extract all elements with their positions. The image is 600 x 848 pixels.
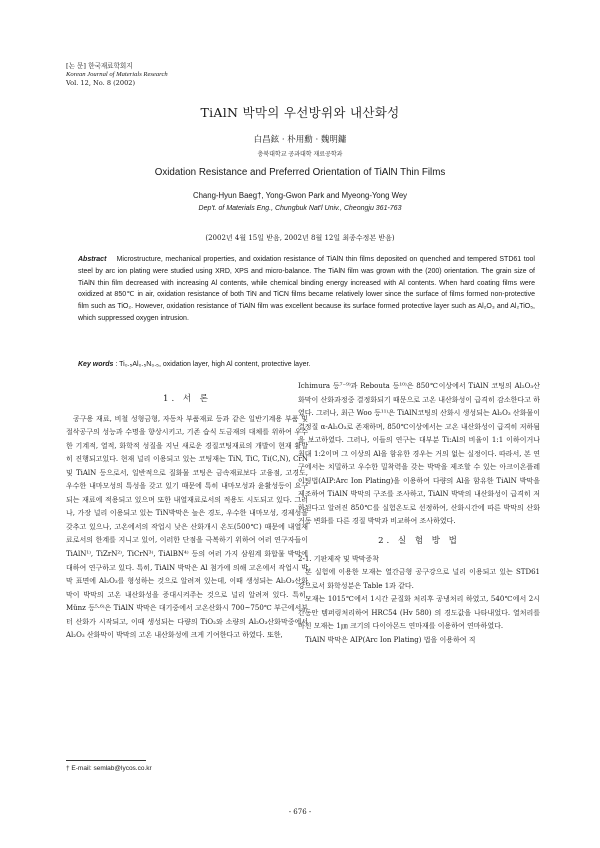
paper-title-ko: TiAlN 박막의 우선방위와 내산화성 xyxy=(200,105,400,120)
journal-volume: Vol. 12, No. 8 (2002) xyxy=(66,79,136,88)
affiliation-en: Dep't. of Materials Eng., Chungbuk Nat'l Univ., Cheongju 361-763 xyxy=(198,205,402,212)
abstract-text: Microstructure, mechanical properties, and oxidation resistance of TiAlN thin films deposited on quenched and tempered STD61 tool steel by arc ion plating were studied using XRD, XPS and micro-balance. The TiAlN film was grown with the (200) orientation. The grain size of TiAlN thin film decreased with increasing Al contents, while chemical binding energy increased with Al contents. When hard coating films were oxidized at 850℃ in air, oxidation resistance of both TiN and TiCN films became relatively lower since the surface of films formed non-protective film such as TiO₂. However, oxidation resistance of TiAlN film was excellent because its surface formed protective layer such as Al₂O₃ and Al₂TiO₅, which suppressed oxygen intrusion. xyxy=(78,256,535,322)
abstract-label: Abstract xyxy=(78,256,107,263)
footnote-divider xyxy=(66,760,146,761)
keywords-text: : Ti₀.₅Al₀.₅N₀.₅, oxidation layer, high Al content, protective layer. xyxy=(115,361,311,368)
method-heading: 2. 실 험 방 법 xyxy=(378,536,460,547)
journal-name-en: Korean Journal of Materials Research xyxy=(66,71,168,79)
authors-ko: 白昌鉉 · 朴用勳 · 魏明鏞 xyxy=(253,135,347,145)
intro-paragraph-continued: Ichimura 등⁷⁻⁹⁾과 Rebouta 등¹⁰⁾은 850℃이상에서 TiAlN 코팅의 Al₂O₃산화막이 산화과정중 결정화되기 때문으로 고온 내산화성이 급격히 감소한다고 하였다. 그러나, 최근 Woo 등¹¹⁾은 TiAlN코팅의 산화시 생성되는 Al₂O₃ 산화물이 결정질 α-Al₂O₃로 존재하며, 850℃이상에서는 고온 내산화성이 급격히 저하됨을 보고하였다. 그러나, 이들의 연구는 대부분 Ti:Al의 비율이 1:1 이하이거나 최대 1:2이며 그 이상의 Al을 함유한 경우는 거의 없는 실정이다. 따라서, 본 연구에서는 치밀하고 우수한 밀착력을 갖는 박막을 제조할 수 있는 아크이온플레이팅법(AIP:Arc Ion Plating)을 이용하여 다량의 Al을 함유한 TiAlN 박막을 제조하여 TiAlN 박막의 구조를 조사하고, TiAlN 박막의 내산화성이 급격히 저하된다고 알려진 850℃를 실험온도로 선정하여, 산화시간에 따른 박막의 산화거동 변화를 다른 경질 박막과 비교하여 조사하였다. xyxy=(298,382,540,526)
journal-name-ko: [논 문] 한국재료학회지 xyxy=(66,62,133,70)
paper-title-en: Oxidation Resistance and Preferred Orientation of TiAlN Thin Films xyxy=(154,167,446,178)
page-number: - 676 - xyxy=(288,808,312,816)
authors-en: Chang-Hyun Baeg†, Yong-Gwon Park and Myeong-Yong Wey xyxy=(192,191,408,200)
method-paragraph: TiAlN 박막은 AIP(Arc Ion Plating) 법을 이용하여 직 xyxy=(305,635,476,644)
keywords xyxy=(78,361,535,368)
left-column xyxy=(66,393,308,643)
affiliation-ko: 충북대학교 공과대학 재료공학과 xyxy=(257,151,343,158)
journal-header xyxy=(66,62,168,88)
keywords-label: Key words xyxy=(78,361,114,368)
intro-paragraph: 공구용 재료, 비철 성형금형, 자동차 부품재료 등과 같은 일반기계용 부품 및 절삭공구의 성능과 수명을 향상시키고, 기존 습식 도금재의 대체를 위하여 우수한 기계적, 열적, 화학적 성질을 지닌 새로운 경질코팅재료의 개발이 현재 활발히 진행되고있다. 현재 널리 이용되고 있는 코팅재는 TiN, TiC, Ti(C,N), CrN 및 TiAlN 등으로서, 일반적으로 질화물 코팅은 금속재료보다 고융점, 고경도, 우수한 내마모성의 특성을 갖고 있기 때문에 특히 내마모성과 윤활성등이 요구되는 재료에 적용되고 있으며 또한 내열재료로서의 적용도 시도되고 있다. 그러나, 가장 널리 이용되고 있는 TiN박막은 높은 경도, 우수한 내마모성, 경제성을 갖추고 있으나, 고온에서의 작업시 낮은 산화개시 온도(500℃) 때문에 내열재료로서의 한계를 지니고 있어, 이러한 단점을 극복하기 위하여 여러 연구자들이 TiAlN¹⁾, TiZrN²⁾, TiCrN³⁾, TiAlBN⁴⁾ 등의 여러 가지 삼원계 화합물 박막에 대하여 연구하고 있다. 특히, TiAlN 박막은 Al 첨가에 의해 고온에서 작업시 박막 표면에 Al₂O₃를 형성하는 것으로 알려져 있는데, 이때 생성되는 Al₂O₃산화막이 박막의 고온 내산화성을 증대시켜주는 것으로 널리 알려져 있다. 특히, Münz 등⁵·⁶⁾은 TiAlN 박막은 대기중에서 고온산화시 700~750℃ 부근에서부터 산화가 시작되고, 이때 생성되는 다량의 TiO₂와 소량의 Al₂O₃산화막중에서 Al₂O₃ 산화막이 박막의 고온 내산화성에 크게 기여한다고 하였다. 또한, xyxy=(66,414,308,640)
right-column xyxy=(298,380,540,647)
received-date: (2002년 4월 15일 받음, 2002년 8월 12일 최종수정본 받음) xyxy=(205,234,395,242)
method-paragraph: 본 실험에 이용한 모재는 열간금형 공구강으로 널리 이용되고 있는 STD61 강으로서 화학성분은 Table 1과 같다. xyxy=(298,568,540,590)
abstract xyxy=(78,254,535,325)
intro-heading: 1. 서 론 xyxy=(163,394,211,404)
footnote-email: † E-mail: semlab@lycos.co.kr xyxy=(66,765,152,772)
method-subheading: 2-1. 기판제작 및 박막증착 xyxy=(298,554,380,563)
method-paragraph: 모재는 1015℃에서 1시간 균질화 처리후 공냉처리 하였고, 540℃에서 2시간동안 템퍼링처리하여 HRC54 (Hv 580) 의 경도값을 나타내었다. 열처리를 마친 모재는 1㎛ 크기의 다이아몬드 연마재를 이용하여 연마하였다. xyxy=(298,595,540,631)
